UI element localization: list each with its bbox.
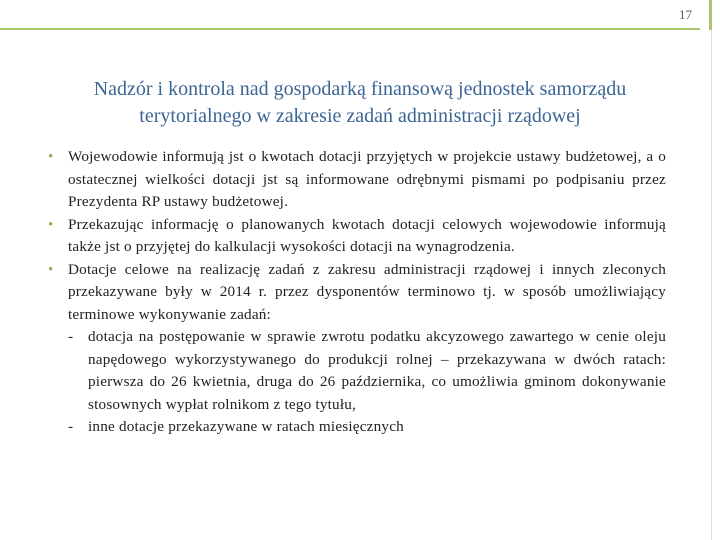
slide-title <box>22 76 698 130</box>
slide-content <box>46 146 666 439</box>
dash-marker: - <box>68 418 74 435</box>
side-rule <box>709 0 712 30</box>
sub-item-text: dotacja na postępowanie w sprawie zwrotu podatku akcyzowego zawartego w cenie oleju napędowego wykorzystywanego do produkcji rolnej – przekazywana w dwóch ratach: pierwsza do 26 kwietnia, druga do 26 października, co umożliwia gminom dokonywanie stosownych wypłat rolnikom z tego tytułu, <box>88 328 666 413</box>
dash-marker: - <box>68 328 74 345</box>
top-rule <box>0 28 700 30</box>
bullet-marker: • <box>48 149 54 165</box>
sub-item-text: inne dotacje przekazywane w ratach miesięcznych <box>88 418 404 435</box>
side-rule-thin <box>711 30 712 540</box>
title-line-1: Nadzór i kontrola nad gospodarką finansową jednostek samorządu <box>93 78 627 100</box>
bullet-marker: • <box>48 261 54 278</box>
sub-item <box>46 416 666 439</box>
bullet-item <box>46 259 666 327</box>
bullet-text: Przekazując informację o planowanych kwotach dotacji celowych wojewodowie informują także jst o przyjętej do kalkulacji wysokości dotacji na wynagrodzenia. <box>68 215 666 255</box>
bullet-item <box>46 146 666 214</box>
bullet-marker: • <box>48 216 54 233</box>
title-line-2: terytorialnego w zakresie zadań administracji rządowej <box>139 105 581 127</box>
bullet-text: Dotacje celowe na realizację zadań z zakresu administracji rządowej i innych zleconych przekazywane były w 2014 r. przez dysponentów terminowo tj. w sposób umożliwiający terminowe wykonywanie zadań: <box>68 260 666 323</box>
slide-number: 17 <box>679 7 692 22</box>
bullet-item <box>46 214 666 259</box>
sub-item <box>46 326 666 416</box>
bullet-text: Wojewodowie informują jst o kwotach dotacji przyjętych w projekcie ustawy budżetowej, a o ostatecznej wielkości dotacji jst są informowane odrębnymi pismami po podpisaniu przez Prezydenta RP ustawy budżetowej. <box>68 148 666 210</box>
